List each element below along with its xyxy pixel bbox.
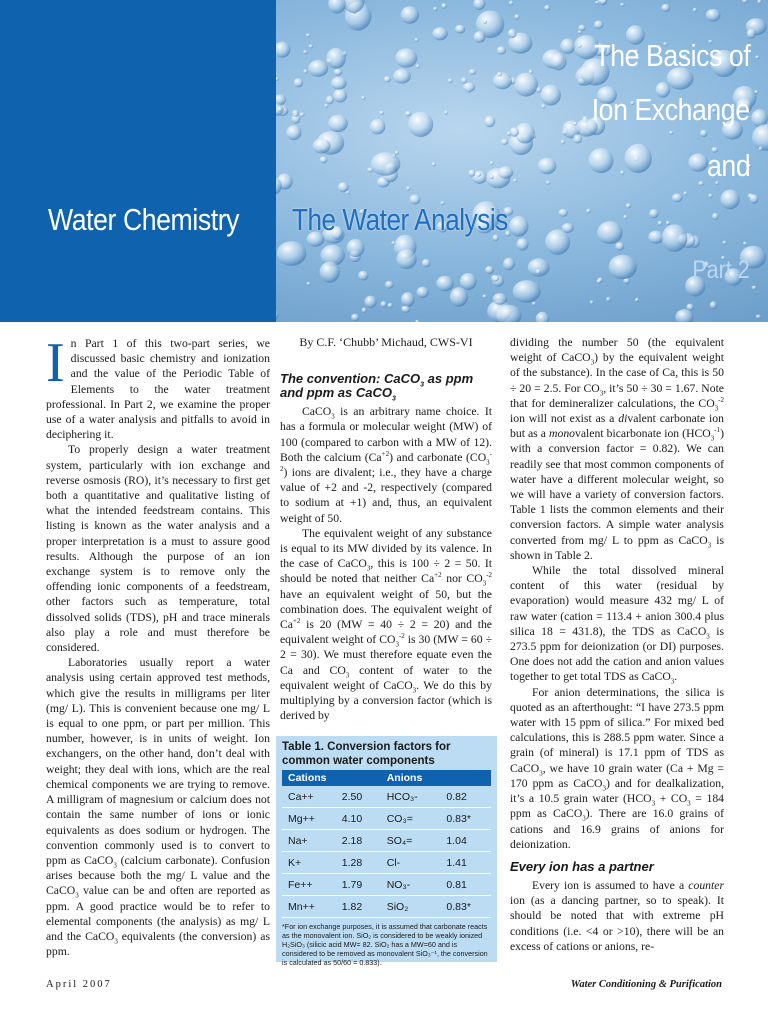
water-droplet (683, 191, 687, 195)
water-droplet (573, 134, 582, 143)
water-droplet (513, 179, 517, 183)
water-droplet (536, 269, 541, 274)
cation-cell: K+ (282, 852, 336, 874)
water-droplet (346, 191, 350, 194)
water-droplet (497, 72, 502, 77)
water-droplet (675, 309, 693, 322)
anion-cell: HCO₃- (381, 786, 441, 808)
water-droplet (514, 14, 520, 19)
anion-cell: SiO₂ (381, 896, 441, 918)
water-droplet (370, 119, 385, 135)
water-droplet (597, 221, 622, 244)
water-droplet (401, 292, 415, 307)
water-droplet (672, 193, 683, 202)
table-footnote: *For ion exchange purposes, it is assumed that carbonate reacts as the monovalent ion. SiO₂ is considered to be weakly ionized H₂SiO₃ (silicic acid MW= 82. SiO₂ has a MW=60 and is considered to be removed as monovalent SiO₃⁻¹, the conversion is calculated as 50/60 = 0.833). (282, 922, 488, 967)
cation-cell: Mg++ (282, 808, 336, 830)
water-droplet (532, 302, 536, 306)
water-droplet (589, 148, 614, 173)
water-droplet (308, 60, 328, 77)
water-droplet (432, 27, 447, 40)
water-droplet (620, 170, 624, 174)
water-droplet (326, 48, 345, 69)
table-row (282, 852, 491, 874)
article-subtitle: The Water Analysis (292, 202, 508, 237)
water-droplet (277, 241, 307, 266)
water-droplet (450, 287, 468, 306)
water-droplet (384, 76, 391, 82)
part-label: Part 2 (692, 256, 750, 284)
byline: By C.F. ‘Chubb’ Michaud, CWS-VI (299, 335, 473, 349)
intro-paragraph-2: To properly design a water treatment system, particularly with ion exchange and reverse osmosis (RO), it’s necessary to first get both a quantitative and qualitative listing of what the intended feedstream contains. This listing is known as the water analysis and a proper interpretation is a must to assure good results. Although the purpose of an ion exchange system is to remove only the offending ionic components of a feedstream, other factors such as temperature, total dissolved solids (TDS), pH and trace minerals also play a role and must therefore be considered. (46, 443, 270, 655)
cation-factor-cell: 1.82 (336, 896, 381, 918)
water-droplet (401, 6, 419, 24)
table-row (282, 786, 491, 808)
drop-cap: I (46, 332, 65, 394)
water-droplet (358, 271, 368, 281)
water-droplet (441, 3, 446, 9)
water-droplet (416, 64, 420, 68)
anion-cell: Cl- (381, 852, 441, 874)
table-title: Table 1. Conversion factors for common water components (282, 741, 451, 767)
water-droplet (661, 4, 670, 12)
water-droplet (455, 25, 465, 34)
water-droplet (501, 139, 508, 145)
water-droplet (469, 170, 476, 177)
water-droplet (688, 153, 708, 171)
convention-paragraph-2: The equivalent weight of any substance is equal to its MW divided by its valence. In the case of CaCO$_3$, this is 100 ÷ 2 = 50. It should be noted that neither $Ca^{+2}$ nor $CO_3^{-2}$ have an equivalent weight of 50, but the combination does. The equivalent weight of $Ca^{+2}$ is 20 (MW = 40 ÷ 2 = 20) and the equivalent weight of $CO_3^{-2}$ is 30 (MW = 60 ÷ 2 = 30). We must therefore equate even the Ca and $CO_3$ content of water to the equivalent weight of CaCO$_3$. We do this by multiplying by a conversion factor (which is derived by (280, 526, 493, 723)
article-title-line-4: Water Chemistry (48, 202, 240, 237)
water-droplet (710, 301, 717, 309)
water-droplet (493, 293, 507, 305)
water-droplet (669, 131, 673, 135)
water-droplet (303, 69, 307, 73)
water-droplet (562, 223, 574, 233)
water-droplet (371, 152, 400, 176)
water-droplet (578, 44, 582, 47)
convention-paragraph-1: CaCO$_3$ is an arbitrary name choice. It has a formula or molecular weight (MW) of 100 (compared to carbon with a MW of 12). Both the calcium $(Ca^{+2})$ and carbonate $(CO_3^{-2})$ ions are divalent; i.e., they have a charge value of +2 and -2, respectively (compared to sodium at +1) and, thus, an equivalent weight of 50. (280, 405, 492, 525)
table-row (282, 808, 491, 830)
water-droplet (662, 224, 688, 252)
water-droplet (620, 3, 624, 7)
water-droplet (365, 296, 377, 308)
water-droplet (510, 127, 519, 137)
water-droplet (754, 90, 758, 94)
water-droplet (517, 238, 529, 250)
water-droplet (560, 39, 575, 54)
anion-factor-cell: 0.81 (440, 874, 491, 896)
water-droplet (274, 42, 290, 58)
cation-cell: Na+ (282, 830, 336, 852)
section-heading-convention: The convention: CaCO$_3$ as ppm and ppm as CaCO$_3$ (280, 371, 474, 403)
water-droplet (338, 182, 349, 192)
title-panel (0, 0, 276, 322)
water-droplet (415, 320, 419, 322)
water-droplet (578, 30, 582, 34)
water-droplet (333, 89, 347, 103)
water-droplet (334, 69, 342, 76)
table-row (282, 830, 491, 852)
cation-factor-cell: 1.28 (336, 852, 381, 874)
col3-paragraph-3: For anion determinations, the silica is quoted as an afterthought: “I have 273.5 ppm water with 15 ppm of silica.” For mixed bed calculations, this is 288.5 ppm water. Since a grain (of mineral) is 17.1 ppm of TDS as CaCO$_3$, we have 10 grain water (Ca + Mg = 170 ppm as CaCO$_3$) and for dealkalization, it’s a 10.5 grain water ($HCO_3 + CO_3 = 184$ ppm as CaCO$_3$). There are 16.0 grains of cations and 16.9 grains of anions for deionization. (510, 685, 725, 851)
table-header-anions: Anions (381, 770, 491, 786)
water-droplet (294, 78, 304, 87)
anion-factor-cell: 1.04 (440, 830, 491, 852)
water-droplet (541, 85, 561, 106)
water-droplet (626, 203, 631, 208)
anion-factor-cell: 1.41 (440, 852, 491, 874)
water-droplet (303, 50, 307, 54)
anion-factor-cell: 0.82 (440, 786, 491, 808)
water-droplet (307, 282, 311, 285)
water-droplet (331, 77, 347, 90)
water-droplet (379, 111, 384, 115)
water-droplet (546, 181, 550, 185)
water-droplet (698, 181, 704, 186)
col3-paragraph-1: dividing the number 50 (the equivalent weight of CaCO$_3$) by the equivalent weight of the substance). In the case of Ca, this is 50 ÷ 20 = 2.5. For $CO_3$, it’s 50 ÷ 30 = 1.67. Note that for demineralizer calculations, the $CO_3^{-2}$ ion will not exist as a divalent carbonate ion but as a monovalent bicarbonate ion $(HCO_3^{-1})$ with a conversion factor = 0.82). We can readily see that most common components of water have a different molecular weight, so we will have a variety of conversion factors. Table 1 lists the common elements and their conversion factors. A simple water analysis converted from mg/ L to ppm as CaCO$_3$ is shown in Table 2. (510, 336, 725, 562)
water-droplet (482, 295, 487, 299)
water-droplet (606, 297, 611, 302)
water-droplet (615, 242, 624, 251)
water-droplet (586, 209, 591, 214)
water-droplet (594, 21, 604, 29)
water-droplet (541, 104, 545, 109)
water-droplet (490, 175, 494, 179)
cation-factor-cell: 2.18 (336, 830, 381, 852)
water-droplet (609, 255, 637, 280)
water-droplet (757, 0, 761, 4)
cation-factor-cell: 2.50 (336, 786, 381, 808)
section-heading-partner: Every ion has a partner (510, 858, 654, 874)
water-droplet (749, 194, 758, 203)
water-droplet (351, 314, 359, 321)
water-droplet (497, 46, 506, 54)
anion-factor-cell: 0.83* (440, 808, 491, 830)
water-droplet (550, 53, 566, 71)
water-droplet (623, 215, 627, 219)
issue-date: April 2007 (46, 979, 112, 990)
water-droplet (491, 275, 499, 282)
water-droplet (561, 140, 565, 145)
water-droplet (402, 306, 410, 313)
water-droplet (320, 156, 328, 163)
water-droplet (706, 9, 721, 22)
water-droplet (469, 69, 476, 75)
table-header-cations: Cations (282, 770, 381, 786)
intro-paragraph-1: In Part 1 of this two-part series, we discussed basic chemistry and ionization and the value of the Periodic Table of Elements to the water treatment professional. In Part 2, we examine the proper use of a water analysis and pitfalls to avoid in deciphering it. (46, 332, 270, 442)
water-droplet (712, 213, 719, 220)
water-droplet (347, 239, 365, 257)
anion-cell: NO₃- (381, 874, 441, 896)
water-droplet (474, 31, 486, 43)
water-droplet (493, 73, 512, 90)
water-droplet (755, 56, 759, 59)
col3-paragraph-2: While the total dissolved mineral content of this water (residual by evaporation) would measure 432 mg/ L of raw water (cation = 113.4 + anion 300.4 plus silica 18 = 431.8), the TDS as CaCO$_3$ is 273.5 ppm for deionization (or DI) purposes. One does not add the cation and anion values together to get total TDS as CaCO$_3$. (510, 564, 725, 686)
water-droplet (396, 249, 416, 269)
water-droplet (752, 286, 757, 290)
table-row (282, 896, 491, 918)
article-title-line-1: The Basics of (594, 38, 750, 73)
water-droplet (388, 303, 393, 308)
water-droplet (380, 301, 387, 307)
water-droplet (391, 241, 395, 244)
water-droplet (509, 216, 528, 237)
water-droplet (625, 144, 652, 173)
column-3 (510, 335, 724, 954)
water-droplet (635, 298, 639, 302)
water-droplet (461, 77, 467, 83)
header-banner (0, 0, 768, 322)
water-droplet (498, 166, 513, 178)
water-droplet (433, 7, 437, 11)
publication-name: Water Conditioning & Purification (570, 979, 722, 990)
table-row (282, 874, 491, 896)
water-droplet (405, 111, 411, 116)
water-droplet (432, 162, 436, 166)
water-droplet (509, 1, 514, 6)
water-droplet (306, 33, 311, 37)
column-1 (46, 332, 270, 959)
column-2 (280, 335, 492, 723)
water-droplet (544, 5, 550, 11)
water-droplet (720, 190, 739, 210)
water-droplet (460, 273, 477, 290)
anion-factor-cell: 0.83* (440, 896, 491, 918)
water-droplet (648, 231, 664, 244)
water-droplet (408, 112, 433, 137)
water-droplet (503, 258, 515, 271)
water-droplet (414, 38, 418, 42)
water-droplet (686, 304, 694, 311)
water-droplet (743, 242, 747, 246)
water-droplet (514, 73, 538, 97)
water-droplet (278, 107, 282, 111)
conversion-factors-table (276, 736, 497, 967)
water-droplet (578, 25, 586, 31)
water-droplet (485, 266, 494, 274)
water-droplet (708, 194, 712, 198)
anion-cell: CO₃= (381, 808, 441, 830)
water-droplet (484, 116, 495, 127)
water-droplet (756, 315, 761, 319)
col3-paragraph-4: Every ion is assumed to have a counter ion (as a dancing partner, so to speak). It should be noted that with extreme pH conditions (i.e. <4 or >10), there will be an excess of cations or anions, re- (510, 878, 724, 953)
water-droplet (722, 241, 726, 245)
cation-cell: Ca++ (282, 786, 336, 808)
water-droplet (513, 280, 541, 303)
water-droplet (538, 158, 556, 175)
water-droplet (649, 209, 659, 218)
article-title-line-2: Ion Exchange (592, 92, 750, 127)
water-droplet (448, 79, 453, 83)
article-title-line-3: and (706, 148, 750, 183)
water-droplet (444, 111, 448, 115)
water-droplet (393, 69, 411, 84)
water-droplet (436, 276, 454, 292)
cation-factor-cell: 4.10 (336, 808, 381, 830)
water-droplet (483, 19, 487, 23)
water-droplet (545, 229, 570, 254)
water-droplet (693, 8, 697, 12)
water-droplet (286, 125, 301, 140)
water-droplet (362, 308, 367, 313)
water-droplet (490, 161, 494, 165)
cation-cell: Fe++ (282, 874, 336, 896)
water-droplet (395, 151, 399, 155)
water-droplet (300, 112, 305, 116)
water-droplet (324, 104, 328, 108)
intro-paragraph-3: Laboratories usually report a water analysis using certain approved test methods, which give the results in milligrams per liter (mg/ L). This is convenient because one mg/ L is equal to one ppm, or part per million. This number, however, is in units of weight. Ion exchangers, on the other hand, don’t deal with weight; they deal with ions, which are the real chemical components we are trying to remove. A milligram of magnesium or calcium does not contain the same number of ions or ionic equivalents as does sodium or hydrogen. The convention commonly used is to convert to ppm as CaCO$_3$ (calcium carbonate). Confusion arises because both the mg/ L value and the CaCO$_3$ value can be and often are reported as ppm. A good practice would be to refer to elemental components (the analysis) as mg/ L and the CaCO$_3$ equivalents (the conversion) as ppm. (46, 656, 270, 959)
water-droplet (292, 110, 299, 117)
water-droplet (309, 44, 313, 48)
water-droplet (536, 312, 550, 322)
anion-cell: SO₄= (381, 830, 441, 852)
water-droplet (422, 259, 431, 267)
water-droplet (559, 209, 568, 217)
water-droplet (508, 29, 517, 38)
water-droplet (313, 139, 331, 154)
water-droplet (476, 172, 481, 176)
water-droplet (473, 0, 485, 10)
water-droplet (417, 287, 429, 298)
water-droplet (598, 0, 607, 5)
water-droplet (666, 221, 670, 225)
water-droplet (395, 48, 417, 67)
water-droplet (326, 96, 334, 105)
table-grid (282, 770, 491, 918)
water-droplet (658, 221, 663, 226)
water-droplet (759, 147, 763, 151)
water-droplet (320, 262, 340, 283)
water-droplet (700, 130, 707, 137)
cation-cell: Mn++ (282, 896, 336, 918)
water-droplet (406, 186, 410, 190)
water-droplet (590, 300, 594, 304)
water-droplet (742, 0, 748, 3)
water-droplet (328, 115, 348, 132)
water-droplet (596, 279, 601, 283)
cation-factor-cell: 1.79 (336, 874, 381, 896)
water-droplet (463, 82, 475, 92)
water-droplet (385, 281, 394, 289)
water-droplet (328, 0, 346, 13)
water-droplet (361, 96, 365, 100)
